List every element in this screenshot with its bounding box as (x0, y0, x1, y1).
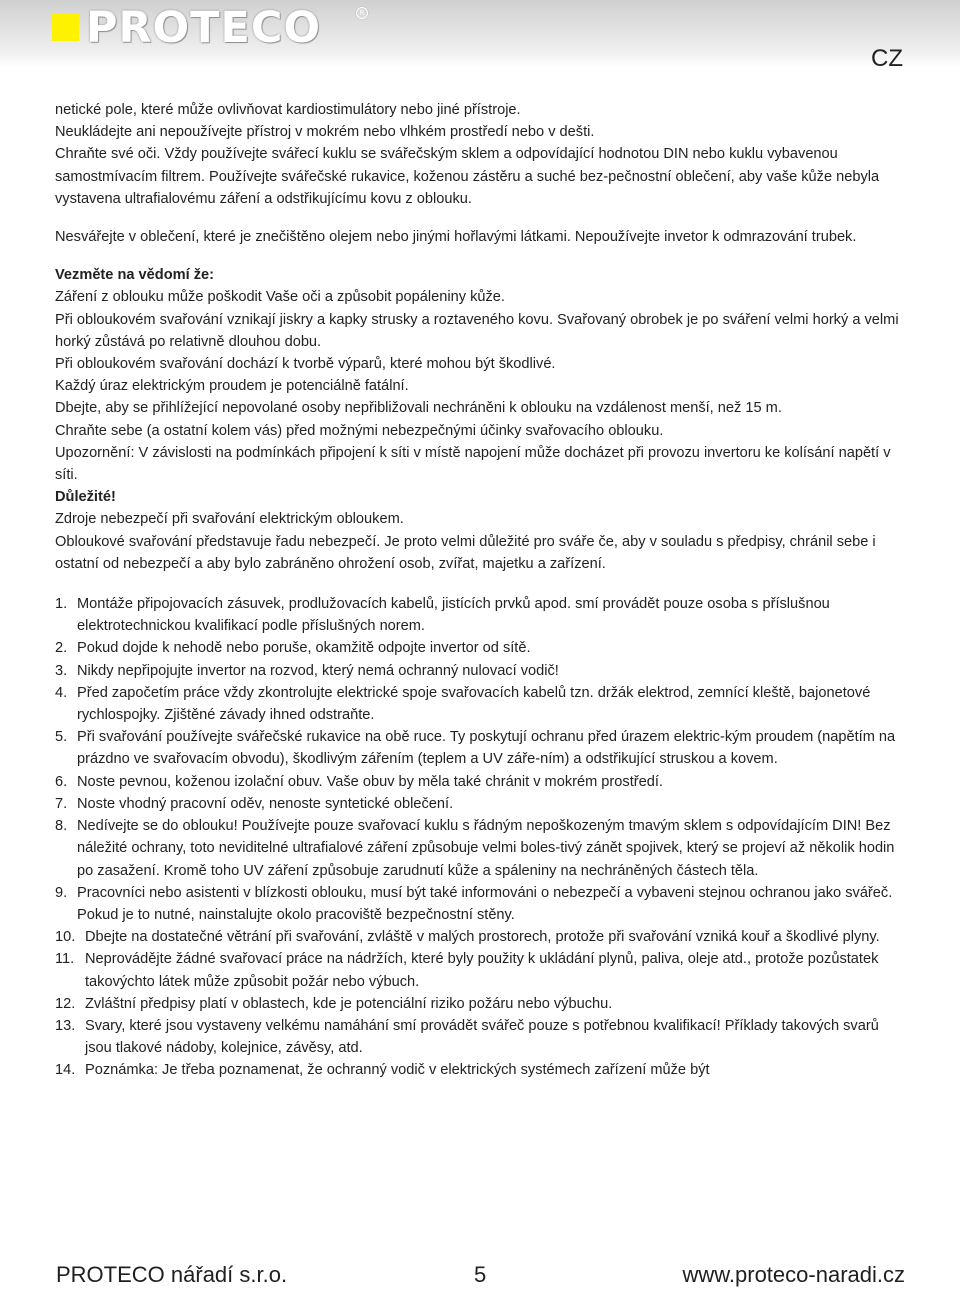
item-text: Montáže připojovacích zásuvek, prodlužovacích kabelů, jistících prvků apod. smí provádět pouze osoba s příslušnou elektrotechnickou kvalifikací podle příslušných norem. (77, 596, 830, 635)
list-item (55, 1015, 903, 1059)
language-code: CZ (871, 45, 903, 72)
item-text: Při svařování používejte svářečské rukavice na obě ruce. Ty poskytují ochranu před úrazem elektric-kým proudem (napětím na prázdno ve svařovacím obvodu), škodlivým zářením (teplem a UV záře-ním) a odstřikující struskou a kovem. (77, 729, 896, 768)
item-text: Nedívejte se do oblouku! Používejte pouze svařovací kuklu s řádným nepoškozeným tmavým sklem s odpovídajícím DIN! Bez náležité ochrany, toto neviditelné ultrafialové záření způsobuje velmi boles-tivý zánět spojivek, který se projeví až několik hodin po zasažení. Kromě toho UV záření způsobuje zarudnutí kůže a spáleniny na nechráněných částech těla. (77, 818, 895, 879)
item-number: 14. (55, 1062, 76, 1079)
notice-line: Chraňte sebe (a ostatní kolem vás) před možnými nebezpečnými účinky svařovacího oblouku. (55, 422, 664, 439)
item-number: 3. (55, 662, 68, 679)
item-number: 2. (55, 640, 68, 657)
item-number: 9. (55, 884, 68, 901)
document-body (55, 99, 903, 1082)
item-text: Zvláštní předpisy platí v oblastech, kde je potenciální riziko požáru nebo výbuchu. (85, 995, 613, 1012)
item-text: Noste pevnou, koženou izolační obuv. Vaše obuv by měla také chránit v mokrém prostředí. (77, 773, 663, 790)
list-item (55, 637, 903, 659)
item-text: Před započetím práce vždy zkontrolujte elektrické spoje svařovacích kabelů tzn. držák elektrod, zemnící kleště, bajonetové rychlospojky. Zjištěné závady ihned odstraňte. (77, 684, 871, 724)
notice-line: Záření z oblouku může poškodit Vaše oči a způsobit popáleniny kůže. (55, 289, 505, 306)
item-text: Dbejte na dostatečné větrání při svařování, zvláště v malých prostorech, protože při svařování vzniká kouř a škodlivé plyny. (85, 929, 880, 946)
notice-line: Každý úraz elektrickým proudem je potenciálně fatální. (55, 378, 409, 395)
important-heading: Důležité! (55, 489, 116, 506)
paragraph: netické pole, které může ovlivňovat kardiostimulátory nebo jiné přístroje. (55, 102, 521, 118)
logo: PROTECO (86, 3, 321, 53)
item-number: 1. (55, 596, 68, 613)
item-number: 12. (55, 995, 76, 1012)
item-text: Svary, které jsou vystaveny velkému namáhání smí provádět svářeč pouze s potřebnou kvalifikací! Příklady takových svarů jsou tlakové nádoby, kolejnice, závěsy, atd. (85, 1017, 879, 1057)
notice-heading: Vezměte na vědomí že: (55, 267, 214, 284)
list-item (55, 682, 903, 726)
item-text: Poznámka: Je třeba poznamenat, že ochranný vodič v elektrických systémech zařízení může být (85, 1062, 710, 1079)
item-number: 5. (55, 729, 68, 746)
item-number: 10. (55, 929, 76, 946)
list-item (55, 771, 903, 793)
item-number: 13. (55, 1017, 76, 1034)
item-text: Pokud dojde k nehodě nebo poruše, okamžitě odpojte invertor od sítě. (77, 640, 531, 657)
list-item (55, 948, 903, 992)
notice-line: Při obloukovém svařování dochází k tvorbě výparů, které mohou být škodlivé. (55, 356, 556, 373)
footer-url[interactable]: www.proteco-naradi.cz (682, 1262, 905, 1287)
item-text: Nikdy nepřipojujte invertor na rozvod, který nemá ochranný nulovací vodič! (77, 662, 559, 679)
list-item (55, 993, 903, 1015)
page-number: 5 (474, 1262, 487, 1287)
notice-line: Při obloukovém svařování vznikají jiskry a kapky strusky a roztaveného kovu. Svařovaný obrobek je po sváření velmi horký a velmi horký zůstává po relativně dlouhou dobu. (55, 311, 899, 350)
paragraph: Nesvářejte v oblečení, které je znečištěno olejem nebo jinými hořlavými látkami. Nepoužívejte invetor k odmrazování trubek. (55, 229, 857, 246)
important-line: Obloukové svařování představuje řadu nebezpečí. Je proto velmi důležité pro sváře če, aby v souladu s předpisy, chránil sebe i ostatní od nebezpečí a aby bylo zabráněno ohrožení osob, zvířat, majetku a zařízení. (55, 533, 876, 572)
list-item (55, 926, 903, 948)
paragraph: Chraňte své oči. Vždy používejte svářecí kuklu se svářečským sklem a odpovídající hodnotou DIN nebo kuklu vybavenou samostmívacím filtrem. Používejte svářečské rukavice, koženou zástěru a suché bez-pečnostní oblečení, aby vaše kůže nebyla vystavena ultrafialovému záření a odstřikujícímu kovu z oblouku. (55, 146, 880, 207)
list-item (55, 593, 903, 637)
notice-line: Upozornění: V závislosti na podmínkách připojení k síti v místě napojení může docházet při provozu invertoru ke kolísání napětí v síti. (55, 444, 891, 484)
safety-list (55, 593, 903, 1081)
notice-line: Dbejte, aby se přihlížející nepovolané osoby nepřibližovali nechráněni k oblouku na vzdálenost menší, než 15 m. (55, 400, 782, 417)
list-item (55, 1059, 903, 1081)
list-item (55, 882, 903, 926)
important-line: Zdroje nebezpečí při svařování elektrickým obloukem. (55, 511, 404, 528)
item-number: 4. (55, 684, 68, 701)
list-item (55, 793, 903, 815)
item-number: 6. (55, 773, 68, 790)
item-number: 7. (55, 795, 68, 812)
item-number: 8. (55, 818, 68, 835)
logo-square (52, 14, 79, 41)
footer-company: PROTECO nářadí s.r.o. (56, 1262, 288, 1287)
item-text: Pracovníci nebo asistenti v blízkosti oblouku, musí být také informováni o nebezpečí a vybaveni stejnou ochranou jako svářeč. Pokud je to nutné, nainstalujte okolo pracoviště bezpečnostní stěny. (77, 884, 893, 923)
item-text: Neprovádějte žádné svařovací práce na nádržích, které byly použity k ukládání plynů, paliva, oleje atd., protože pozůstatek takovýchto látek může způsobit požár nebo výbuch. (85, 951, 879, 990)
paragraph: Neukládejte ani nepoužívejte přístroj v mokrém nebo vlhkém prostředí nebo v dešti. (55, 124, 595, 141)
list-item (55, 660, 903, 682)
list-item (55, 815, 903, 882)
item-number: 11. (55, 951, 75, 968)
item-text: Noste vhodný pracovní oděv, nenoste syntetické oblečení. (77, 795, 454, 812)
list-item (55, 726, 903, 770)
registered-mark: R (356, 7, 368, 19)
